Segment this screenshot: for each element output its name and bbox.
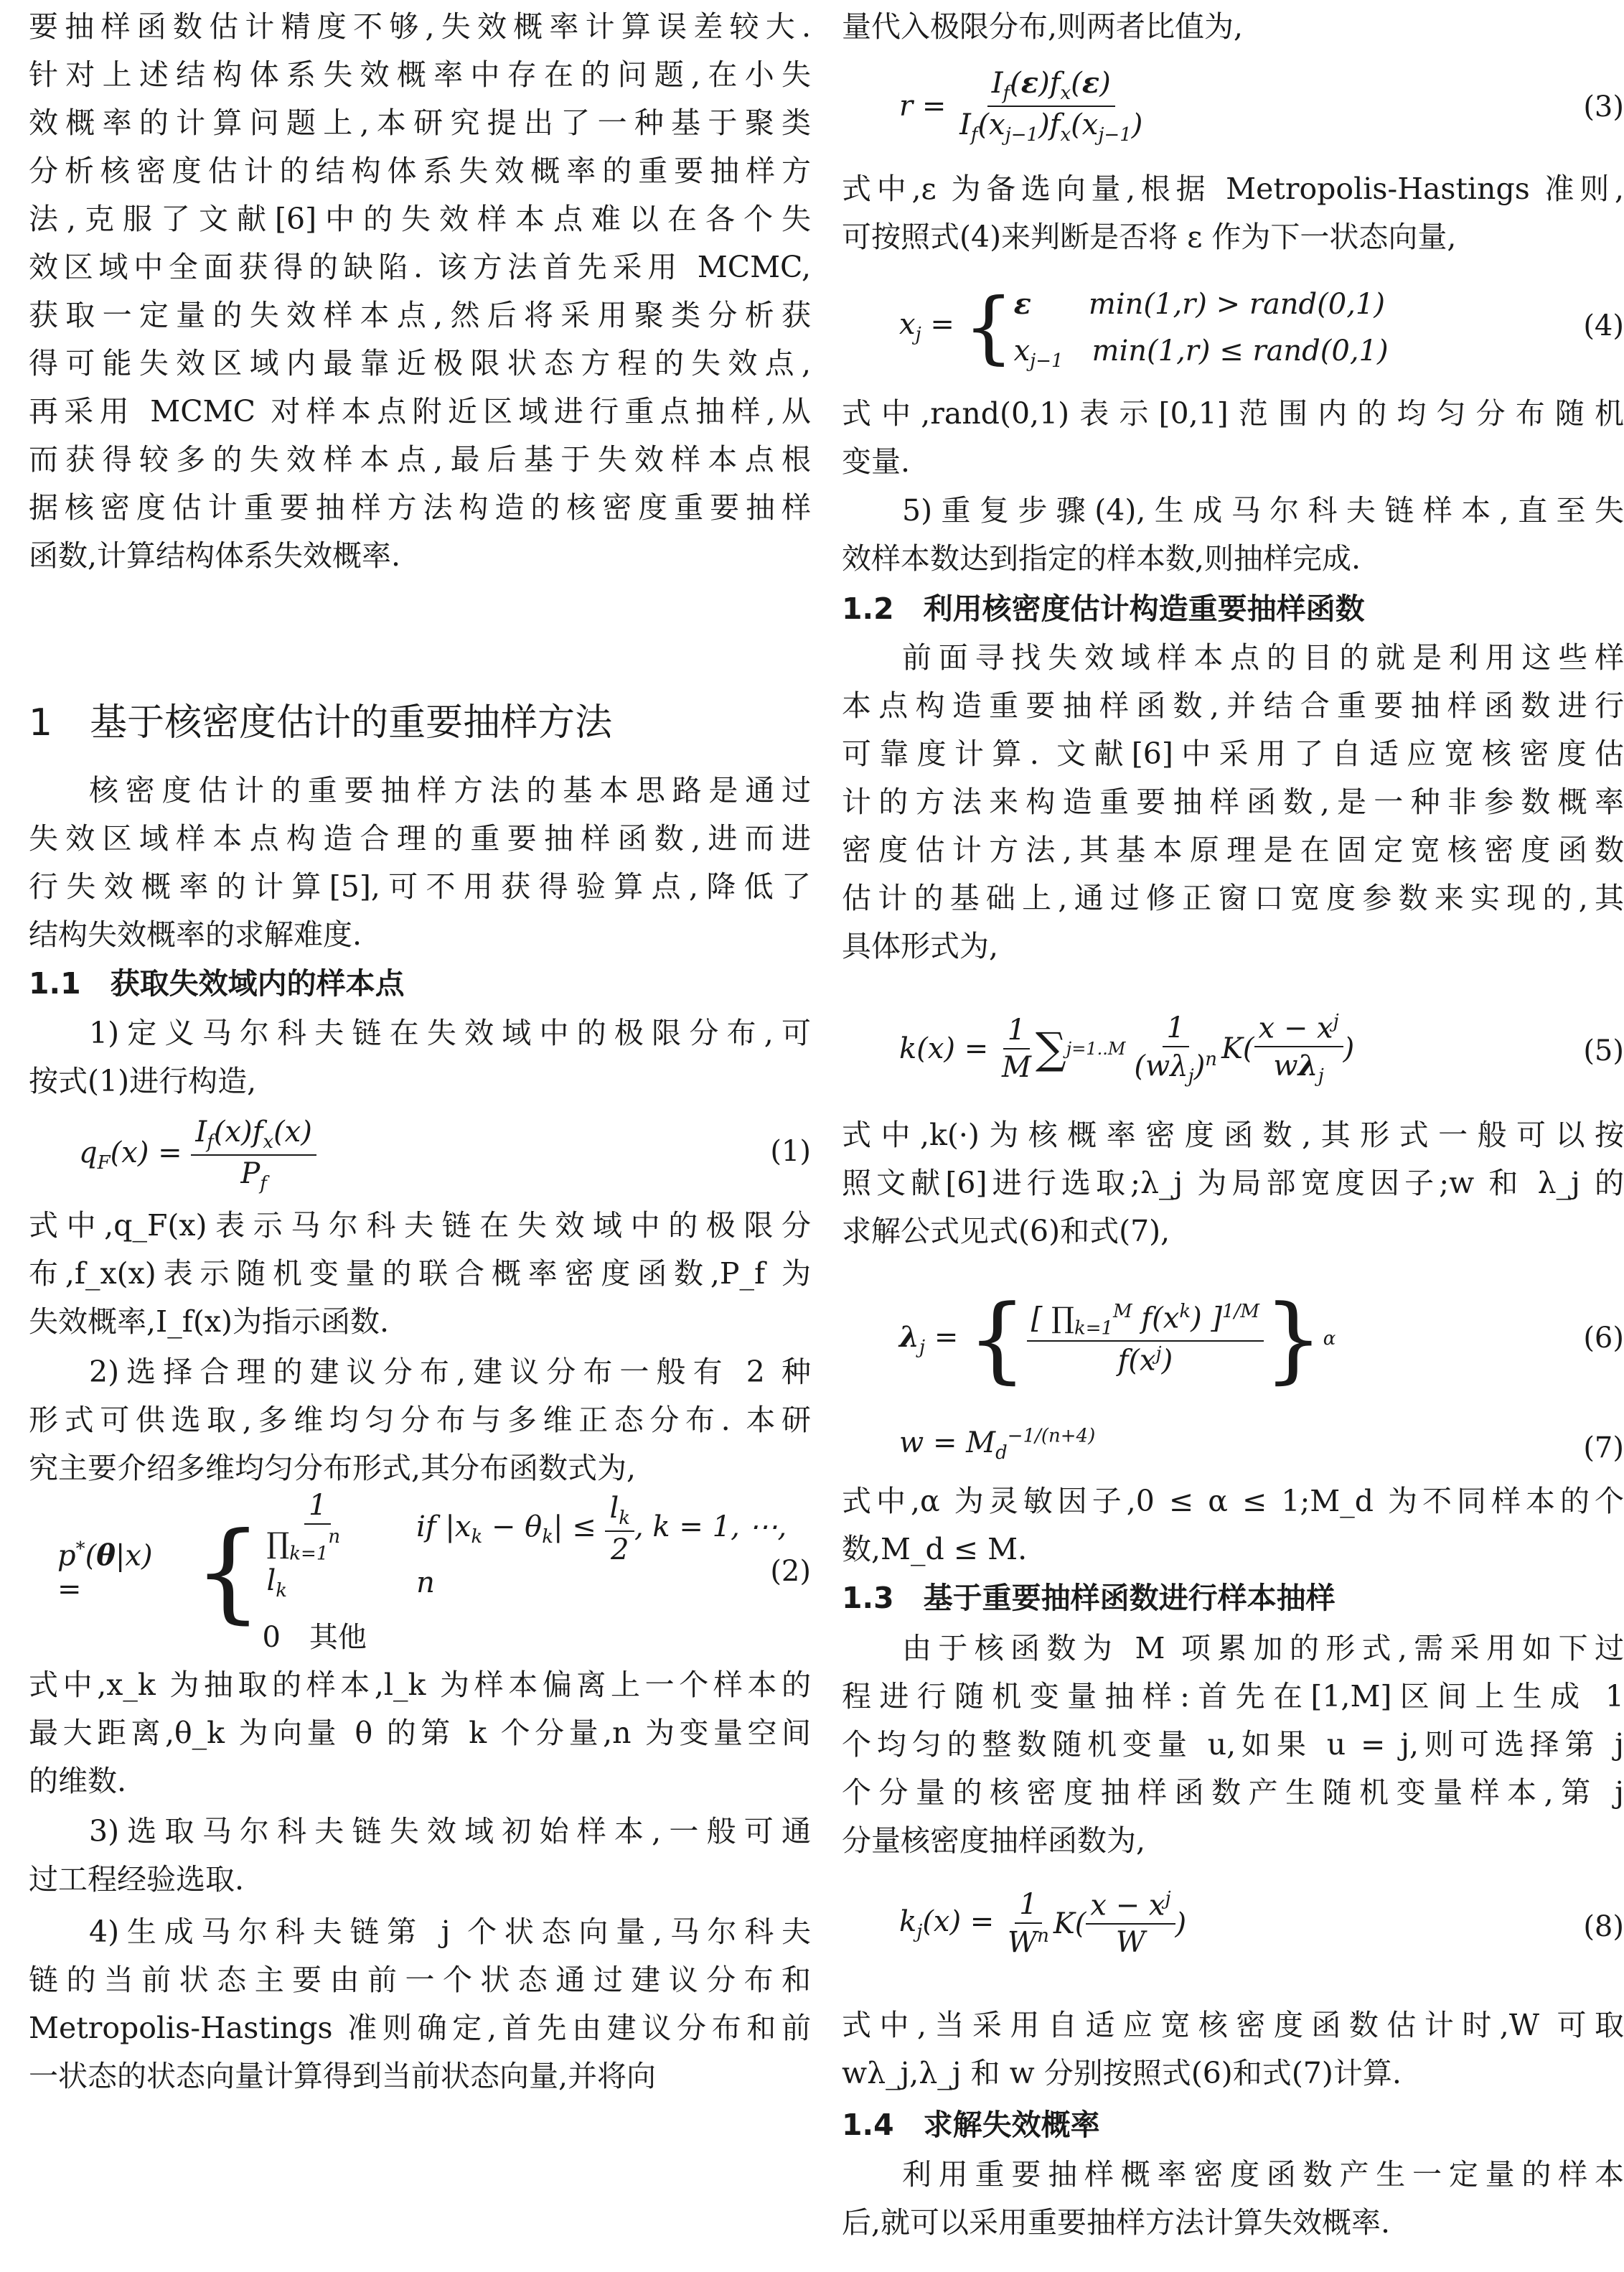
text-line: 4)生成马尔科夫链第 j 个状态向量,马尔科夫 <box>89 1915 811 1949</box>
text-line: 数,M_d ≤ M. <box>842 1532 1028 1566</box>
text-line: 可按照式(4)来判断是否将 ε 作为下一状态向量, <box>842 220 1457 254</box>
text-line: 再采用 MCMC 对样本点附近区域进行重点抽样,从 <box>29 394 811 429</box>
text-line: 个均匀的整数随机变量 u,如果 u = j,则可选择第 j <box>842 1727 1624 1762</box>
text-line: 得可能失效区域内最靠近极限状态方程的失效点, <box>29 346 811 380</box>
text-line: 前面寻找失效域样本点的目的就是利用这些样 <box>902 640 1624 675</box>
text-line: 一状态的状态向量计算得到当前状态向量,并将向 <box>29 2059 657 2093</box>
subsection-heading: 1.1 获取失效域内的样本点 <box>29 966 405 1001</box>
text-line: 获取一定量的失效样本点,然后将采用聚类分析获 <box>29 298 811 332</box>
equation-number: (1) <box>770 1135 811 1168</box>
text-line: 量代入极限分布,则两者比值为, <box>842 9 1244 44</box>
text-line: 失效区域样本点构造合理的重要抽样函数,进而进 <box>29 821 811 856</box>
equation-number: (2) <box>770 1555 811 1588</box>
text-line: 分量核密度抽样函数为, <box>842 1823 1146 1858</box>
equation-2: p*(θ|x) = { $\frac{1}{\prod_{k=1}^n l_k}$ if $|x_k - \theta_k|$ ≤ $\frac{l_k}{2}$ , k = 1, ⋯, n 0 其他 (2) <box>57 1488 811 1655</box>
text-line: 程进行随机变量抽样:首先在[1,M]区间上生成 1 <box>842 1679 1624 1714</box>
text-line: 究主要介绍多维均匀分布形式,其分布函数式为, <box>29 1451 637 1485</box>
equation-number: (8) <box>1583 1910 1624 1943</box>
text-line: 利用重要抽样概率密度函数产生一定量的样本 <box>902 2157 1624 2192</box>
equation-number: (4) <box>1583 309 1624 342</box>
text-line: 个分量的核密度抽样函数产生随机变量样本,第 j <box>842 1775 1624 1810</box>
text-line: 结构失效概率的求解难度. <box>29 917 362 952</box>
text-line: 照文献[6]进行选取;λ_j 为局部宽度因子;w 和 λ_j 的 <box>842 1166 1624 1200</box>
text-line: 核密度估计的重要抽样方法的基本思路是通过 <box>89 773 811 808</box>
equation-6: $\lambda_j$ = { $\frac{[ \prod_{k=1}^M f(x^k) ]^{1/M}}{f(x^j)}$ } α (6) <box>899 1284 1624 1393</box>
section-heading: 1 基于核密度估计的重要抽样方法 <box>29 701 613 744</box>
text-line: 式中,ε 为备选向量,根据 Metropolis-Hastings 准则, <box>842 172 1624 206</box>
text-line: 分析核密度估计的结构体系失效概率的重要抽样方 <box>29 154 811 188</box>
text-line: 式中,k(·)为核概率密度函数,其形式一般可以按 <box>842 1118 1624 1152</box>
equation-number: (7) <box>1583 1431 1624 1464</box>
text-line: 3)选取马尔科夫链失效域初始样本,一般可通 <box>89 1814 811 1848</box>
equation-4: $x_j$ = { ε min(1,r) > rand(0,1) $x_{j-1}$ min(1,r) ≤ rand(0,1) (4) <box>899 281 1624 373</box>
text-line: 而获得较多的失效样本点,最后基于失效样本点根 <box>29 442 811 477</box>
text-line: 式中,当采用自适应宽核密度函数估计时,W 可取 <box>842 2008 1624 2042</box>
subsection-heading: 1.4 求解失效概率 <box>842 2108 1100 2142</box>
text-line: 可靠度计算. 文献[6]中采用了自适应宽核密度估 <box>842 737 1624 771</box>
text-line: 式中,q_F(x)表示马尔科夫链在失效域中的极限分 <box>29 1208 811 1243</box>
text-line: 形式可供选取,多维均匀分布与多维正态分布. 本研 <box>29 1403 811 1437</box>
text-line: 布,f_x(x)表示随机变量的联合概率密度函数,P_f 为 <box>29 1256 811 1291</box>
text-line: 式中,α 为灵敏因子,0 ≤ α ≤ 1;M_d 为不同样本的个 <box>842 1484 1624 1518</box>
text-line: 估计的基础上,通过修正窗口宽度参数来实现的,其 <box>842 881 1624 915</box>
text-line: wλ_j,λ_j 和 w 分别按照式(6)和式(7)计算. <box>842 2056 1402 2090</box>
text-line: 求解公式见式(6)和式(7), <box>842 1214 1170 1248</box>
text-line: 变量. <box>842 444 911 479</box>
equation-3: r = $\frac{I_f(\varepsilon)f_x(\varepsilon)}{I_f(x_{j-1})f_x(x_{j-1})}$ (3) <box>899 66 1624 146</box>
text-line: 5)重复步骤(4),生成马尔科夫链样本,直至失 <box>902 493 1624 528</box>
subsection-heading: 1.3 基于重要抽样函数进行样本抽样 <box>842 1581 1336 1615</box>
equation-number: (5) <box>1583 1034 1624 1067</box>
equation-7: $w = M_d^{-1/(n+4)}$ (7) <box>899 1426 1624 1464</box>
text-line: 后,就可以采用重要抽样方法计算失效概率. <box>842 2205 1391 2240</box>
text-line: 按式(1)进行构造, <box>29 1064 257 1098</box>
text-line: 计的方法来构造重要抽样函数,是一种非参数概率 <box>842 785 1624 819</box>
text-line: 链的当前状态主要由前一个状态通过建议分布和 <box>29 1963 811 1997</box>
text-line: 效区域中全面获得的缺陷. 该方法首先采用 MCMC, <box>29 250 811 284</box>
text-line: 函数,计算结构体系失效概率. <box>29 538 401 573</box>
text-line: 本点构造重要抽样函数,并结合重要抽样函数进行 <box>842 688 1624 723</box>
text-line: 法,克服了文献[6]中的失效样本点难以在各个失 <box>29 202 811 236</box>
text-line: 具体形式为, <box>842 929 999 963</box>
equation-8: $k_j(x)$ = $\frac{1}{W^n}$ K( $\frac{x - x^j}{W}$ ) (8) <box>899 1888 1624 1960</box>
text-line: Metropolis-Hastings 准则确定,首先由建议分布和前 <box>29 2011 811 2045</box>
text-line: 行失效概率的计算[5],可不用获得验算点,降低了 <box>29 869 811 904</box>
text-line: 式中,rand(0,1)表示[0,1]范围内的均匀分布随机 <box>842 396 1624 431</box>
equation-number: (6) <box>1583 1322 1624 1355</box>
equation-number: (3) <box>1583 90 1624 123</box>
text-line: 最大距离,θ_k 为向量 θ 的第 k 个分量,n 为变量空间 <box>29 1716 811 1750</box>
text-line: 密度估计方法,其基本原理是在固定宽核密度函数 <box>842 833 1624 867</box>
equation-5: k(x) = $\frac{1}{M}$ ∑ j=1..M $\frac{1}{(w\lambda_j)^n}$ K( $\frac{x - x^j}{w\lambda_j}$ ) (5) <box>899 1011 1624 1088</box>
text-line: 效样本数达到指定的样本数,则抽样完成. <box>842 541 1361 576</box>
text-line: 2)选择合理的建议分布,建议分布一般有 2 种 <box>89 1355 811 1389</box>
text-line: 效概率的计算问题上,本研究提出了一种基于聚类 <box>29 106 811 140</box>
equation-1: $q_F(x)$ = $\frac{I_f(x)f_x(x)}{P_f}$ (1) <box>79 1116 811 1195</box>
text-line: 由于核函数为 M 项累加的形式,需采用如下过 <box>902 1631 1624 1665</box>
text-line: 1)定义马尔科夫链在失效域中的极限分布,可 <box>89 1016 811 1050</box>
text-line: 据核密度估计重要抽样方法构造的核密度重要抽样 <box>29 490 811 525</box>
text-line: 式中,x_k 为抽取的样本,l_k 为样本偏离上一个样本的 <box>29 1668 811 1702</box>
text-line: 针对上述结构体系失效概率中存在的问题,在小失 <box>29 57 811 92</box>
text-line: 要抽样函数估计精度不够,失效概率计算误差较大. <box>29 9 811 44</box>
text-line: 失效概率,I_f(x)为指示函数. <box>29 1304 390 1339</box>
subsection-heading: 1.2 利用核密度估计构造重要抽样函数 <box>842 592 1365 626</box>
text-line: 过工程经验选取. <box>29 1862 245 1897</box>
text-line: 的维数. <box>29 1764 127 1798</box>
